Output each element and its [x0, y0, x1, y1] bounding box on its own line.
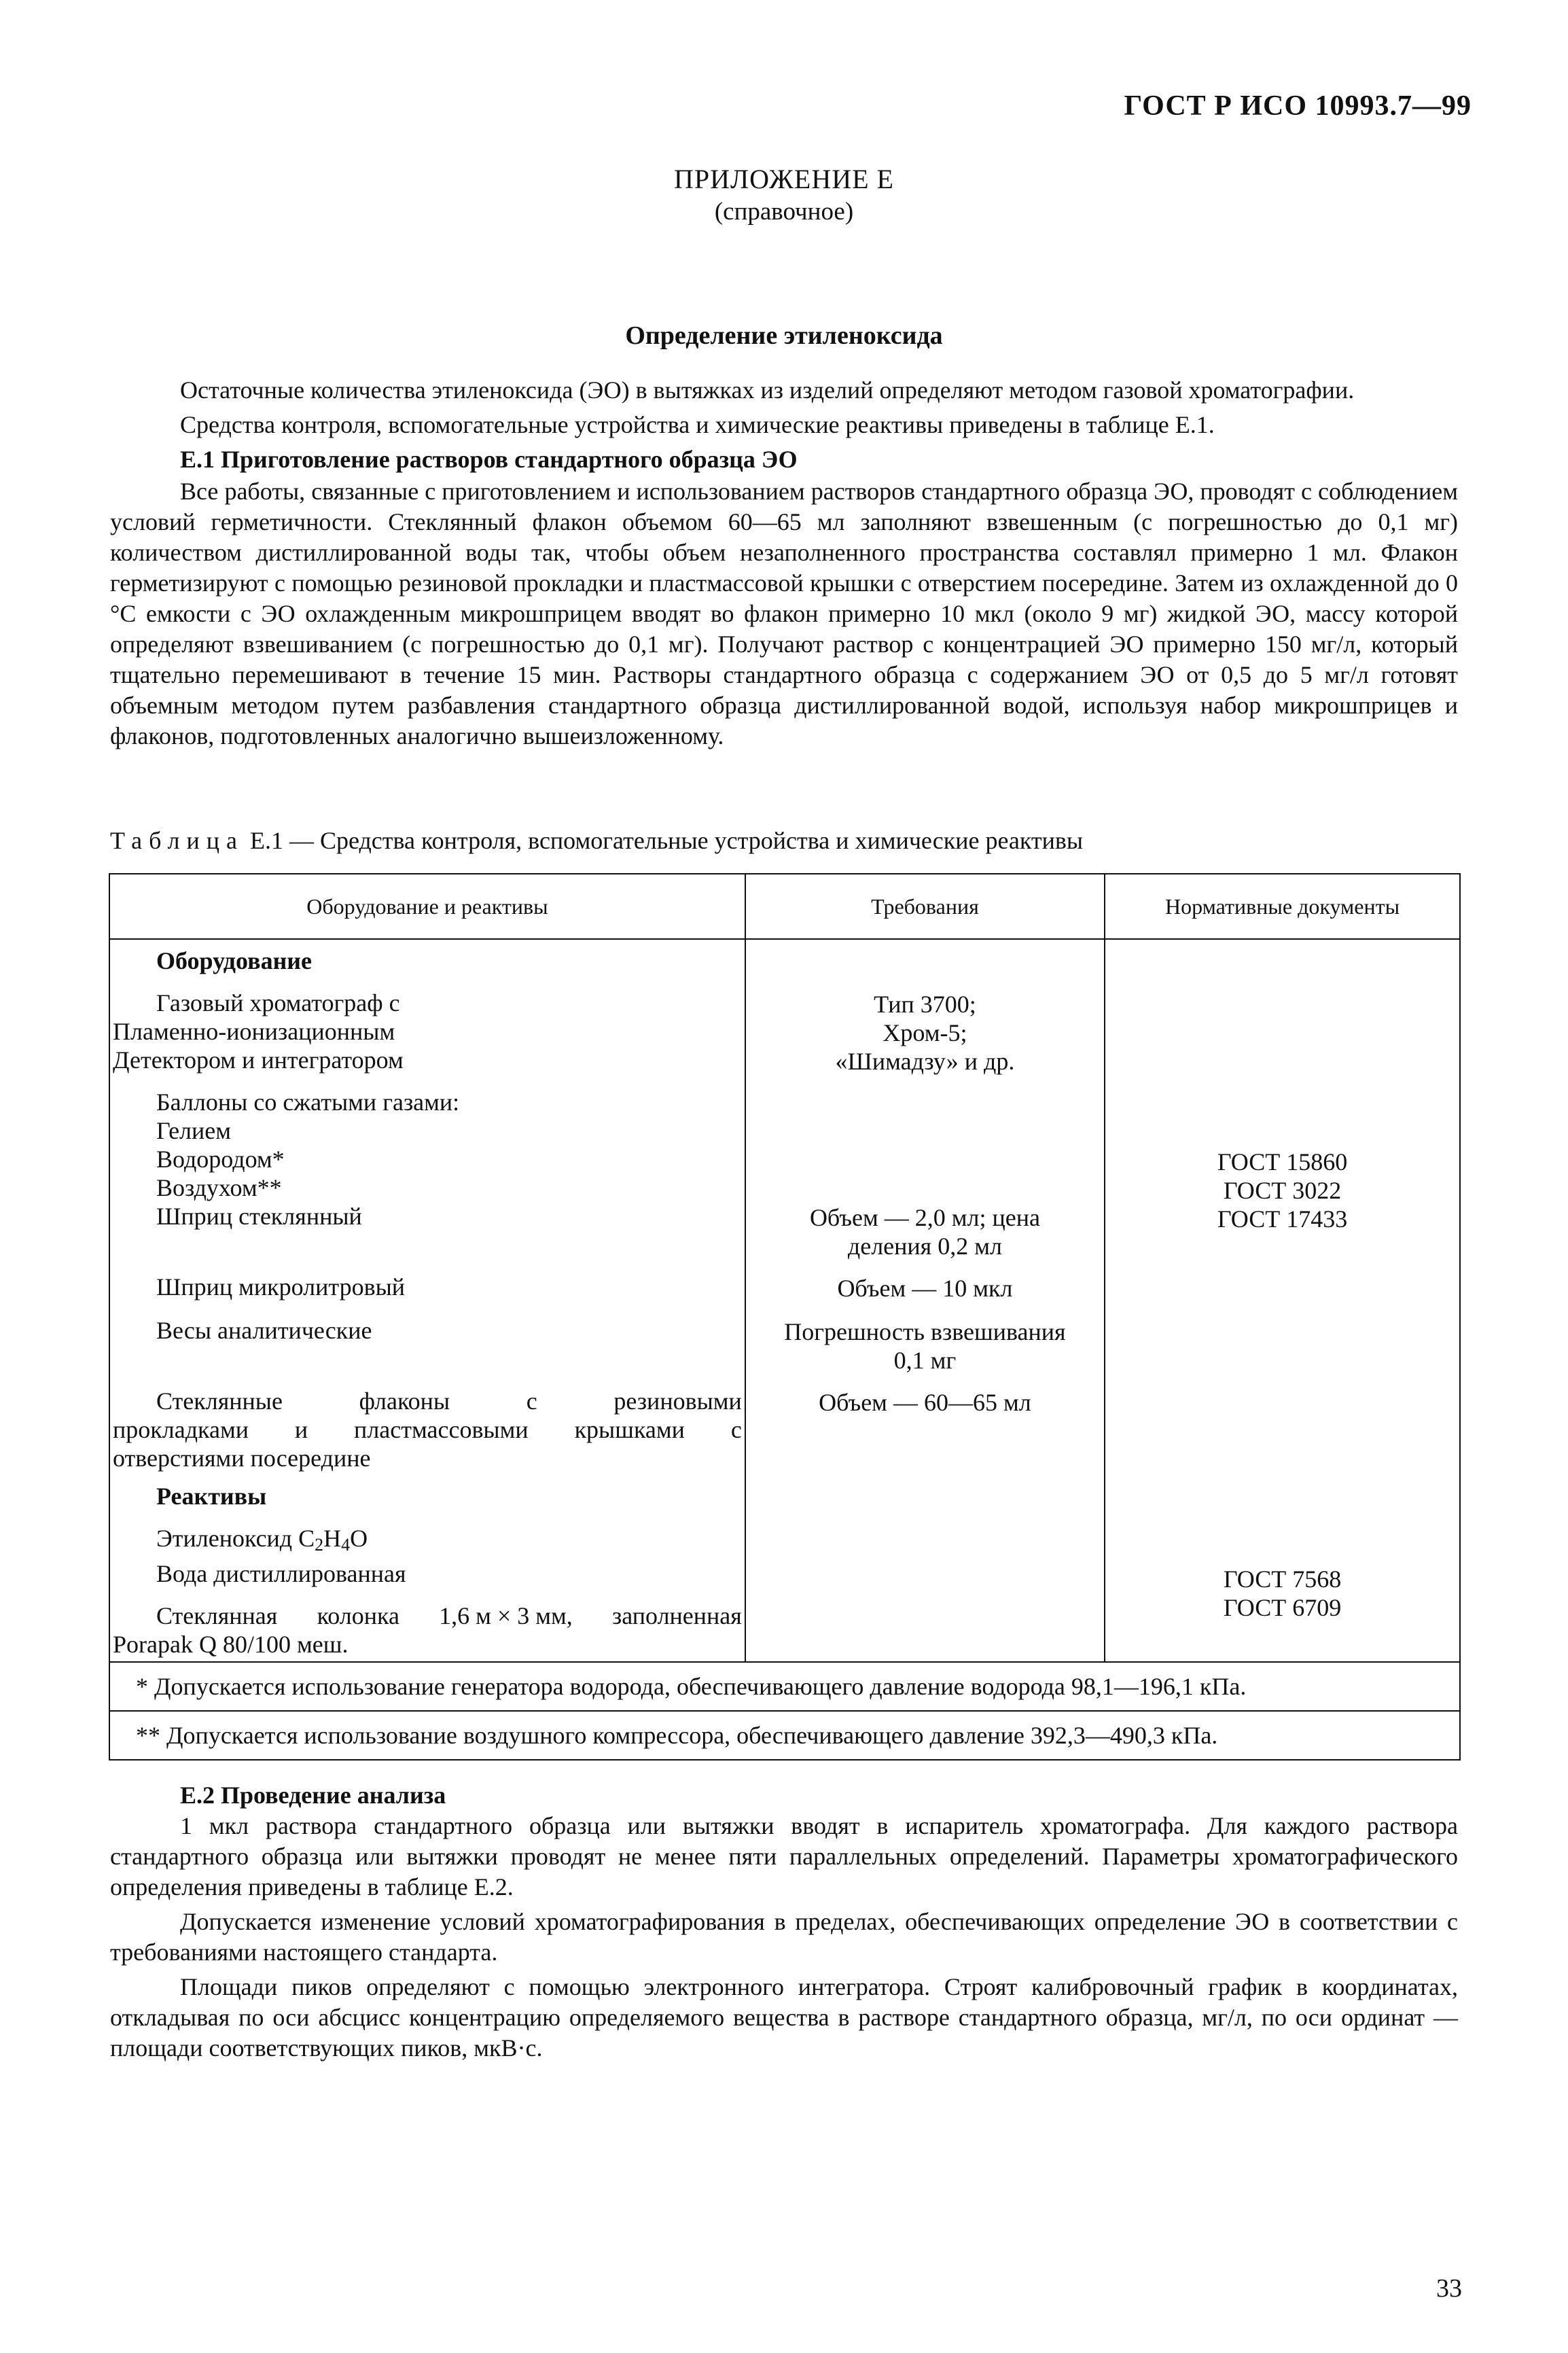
equipment-heading: Оборудование — [156, 947, 313, 974]
column-word: заполненная — [612, 1602, 742, 1629]
eo-prefix: Этиленоксид С — [156, 1525, 315, 1552]
vials-word: флаконы — [359, 1387, 450, 1415]
column-word: 1,6 м × 3 мм, — [439, 1602, 573, 1629]
header-requirements: Требования — [745, 874, 1105, 939]
cylinders-helium: Гелием — [156, 1117, 232, 1144]
micro-syringe: Шприц микролитровый — [156, 1273, 406, 1301]
glass-syringe: Шприц стеклянный — [156, 1203, 362, 1230]
vials-line-2 — [113, 1415, 742, 1444]
chromatograph-req-1: Тип 3700; — [874, 991, 976, 1018]
e1-paragraph: Все работы, связанные с приготовлением и использованием растворов стандартного образца ЭО, проводят с соблюдением условий герметичности. Стеклянный флакон объемом 60—65 мл заполняют взвешенным (с погрешностью до 0,1 мг) количеством дистиллированной воды так, чтобы объем незаполненного пространства составлял примерно 1 мл. Флакон герметизируют с помощью резиновой прокладки и пластмассовой крышки с отверстием посередине. Затем из охлажденной до 0 °С емкости с ЭО охлажденным микрошприцем вводят во флакон примерно 10 мкл (около 9 мг) жидкой ЭО, массу которой определяют взвешиванием (с погрешностью до 0,1 мг). Получают раствор с концентрацией ЭО примерно 150 мг/л, который тщательно перемешивают в течение 15 мин. Растворы стандартного образца с содержанием ЭО от 0,5 до 5 мг/л готовят объемным методом путем разбавления стандартного образца дистиллированной водой, используя набор микрошприцев и флаконов, подготовленных аналогично вышеизложенному. — [110, 478, 1458, 749]
reagent-doc-2: ГОСТ 6709 — [1223, 1594, 1342, 1621]
vials-line-1 — [113, 1387, 742, 1415]
column-line-1 — [113, 1602, 742, 1630]
cylinders-air: Воздухом** — [156, 1174, 282, 1201]
footnote-hydrogen: * Допускается использование генератора водорода, обеспечивающего давление водорода 98,1—196,1 кПа. — [109, 1662, 1460, 1711]
balance-req-1: Погрешность взвешивания — [784, 1318, 1066, 1345]
vials-word: и — [294, 1416, 308, 1443]
vials-word: прокладками — [113, 1416, 249, 1443]
eo-suffix: О — [350, 1525, 368, 1552]
balance-req-2: 0,1 мг — [893, 1347, 957, 1374]
cylinder-doc-1: ГОСТ 15860 — [1217, 1148, 1348, 1175]
chromatograph-req-3: «Шимадзу» и др. — [835, 1048, 1015, 1075]
table-footnote-row — [109, 1711, 1460, 1760]
vials-word: с — [730, 1416, 742, 1443]
e2-paragraph-3: Площади пиков определяют с помощью электронного интегратора. Строят калибровочный график в координатах, откладывая по оси абсцисс концентрацию определяемого вещества в растворе стандартного образца, мг/л, по оси ординат — площади соответствующих пиков, мкВ·с. — [110, 1973, 1458, 2062]
table-row — [109, 939, 1460, 1662]
intro-paragraph-1: Остаточные количества этиленоксида (ЭО) в вытяжках из изделий определяют методом газовой хроматографии. — [180, 376, 1355, 404]
vials-req: Объем — 60—65 мл — [819, 1389, 1031, 1416]
vials-word: крышками — [574, 1416, 685, 1443]
eo-sub1: 2 — [315, 1535, 324, 1555]
header-equipment: Оборудование и реактивы — [109, 874, 745, 939]
equipment-table — [109, 873, 1461, 1761]
glass-syringe-req-2: деления 0,2 мл — [847, 1233, 1002, 1260]
appendix-title: ПРИЛОЖЕНИЕ Е — [674, 164, 894, 194]
chromatograph-line-3: Детектором и интегратором — [113, 1046, 404, 1074]
intro-section — [110, 375, 1458, 756]
page-number: 33 — [1436, 2274, 1462, 2303]
ethylene-oxide — [113, 1524, 742, 1559]
vials-word: Стеклянные — [156, 1387, 283, 1415]
reagent-doc-1: ГОСТ 7568 — [1223, 1565, 1342, 1593]
eo-mid: Н — [323, 1525, 342, 1552]
vials-word: с — [526, 1387, 537, 1415]
column-word: колонка — [317, 1602, 399, 1629]
table-caption — [110, 826, 1083, 855]
cylinders-line-1: Баллоны со сжатыми газами: — [156, 1089, 460, 1116]
intro-paragraph-2: Средства контроля, вспомогательные устройства и химические реактивы приведены в таблице Е.1. — [180, 411, 1215, 438]
reagents-heading: Реактивы — [156, 1483, 267, 1510]
table-header-row — [109, 874, 1460, 939]
footnote-air: ** Допускается использование воздушного компрессора, обеспечивающего давление 392,3—490,3 кПа. — [109, 1711, 1460, 1760]
analytical-balance: Весы аналитические — [156, 1317, 372, 1344]
cylinder-doc-3: ГОСТ 17433 — [1217, 1205, 1348, 1233]
e2-paragraph-2: Допускается изменение условий хроматографирования в пределах, обеспечивающих определение ЭО в соответствии с требованиями настоящего стандарта. — [110, 1908, 1458, 1966]
chromatograph-req-2: Хром-5; — [883, 1019, 967, 1046]
distilled-water: Вода дистиллированная — [156, 1560, 406, 1587]
glass-syringe-req-1: Объем — 2,0 мл; цена — [809, 1204, 1040, 1231]
section-title: Определение этиленоксида — [625, 321, 943, 350]
appendix-subtitle: (справочное) — [714, 198, 854, 226]
eo-sub2: 4 — [341, 1535, 351, 1555]
chromatograph-line-1: Газовый хроматограф с — [156, 989, 400, 1016]
micro-syringe-req: Объем — 10 мкл — [837, 1275, 1013, 1302]
header-documents: Нормативные документы — [1105, 874, 1460, 939]
chromatograph-line-2: Пламенно-ионизационным — [113, 1018, 395, 1045]
vials-word: резиновыми — [613, 1387, 742, 1415]
column-word: Стеклянная — [156, 1602, 278, 1629]
e2-section — [110, 1780, 1458, 2068]
standard-code: ГОСТ Р ИСО 10993.7—99 — [1124, 90, 1472, 122]
vials-line-3: отверстиями посередине — [113, 1445, 371, 1472]
cylinders-hydrogen: Водородом* — [156, 1146, 285, 1173]
table-footnote-row — [109, 1662, 1460, 1711]
cylinder-doc-2: ГОСТ 3022 — [1223, 1177, 1342, 1204]
column-line-2: Porapak Q 80/100 меш. — [113, 1631, 349, 1658]
table-caption-text: Е.1 — Средства контроля, вспомогательные устройства и химические реактивы — [243, 827, 1084, 854]
e2-heading: Е.2 Проведение анализа — [180, 1782, 446, 1809]
table-caption-prefix: Таблица — [110, 827, 244, 854]
e2-paragraph-1: 1 мкл раствора стандартного образца или вытяжки вводят в испаритель хроматографа. Для каждого раствора стандартного образца или вытяжки проводят не менее пяти параллельных определений. Параметры хроматографического определения приведены в таблице Е.2. — [110, 1812, 1458, 1900]
vials-word: пластмассовыми — [354, 1416, 529, 1443]
e1-heading: Е.1 Приготовление растворов стандартного образца ЭО — [180, 446, 798, 473]
